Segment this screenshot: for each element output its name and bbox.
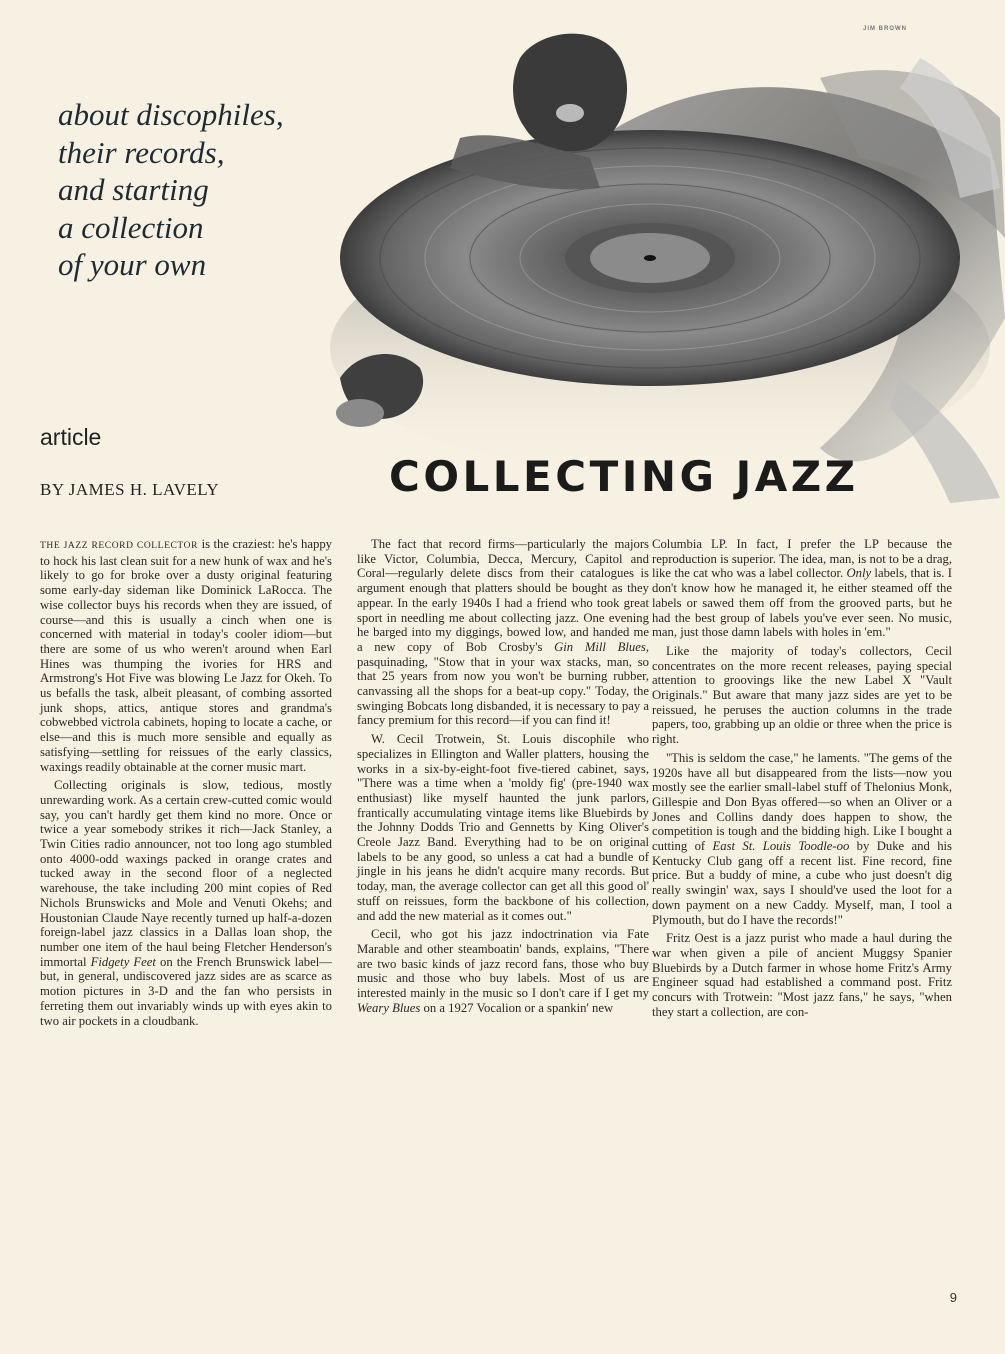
- paragraph-text: Collecting originals is slow, tedious, mostly unrewarding work. As a certain crew-cutted comic would say, you can't hardly get them kind no more. Once or twice a year somebody strikes it rich—Jack Stanley, a Twin Cities radio announcer, not too long ago stumbled onto 4000-odd waxings packed in orange crates and tucked away in the second floor of a neglected warehouse, the take including 200 mint copies of Red Nichols Brunswicks and Mole and Venuti Okehs; and Houstonian Claude Naye recently turned up half-a-dozen foreign-label jazz classics in a Dallas loan shop, the number one item of the haul being Fletcher Henderson's immortal: [40, 778, 332, 969]
- section-kicker: article: [40, 424, 102, 450]
- paragraph: [40, 537, 332, 774]
- record-title: Gin Mill Blues,: [554, 639, 649, 654]
- paragraph: Like the majority of today's collectors, Cecil concentrates on the more recent releases, paying special attention to groovings like the new Label X "Vault Originals." But aware that many jazz sides are yet to be reissued, he peruses the auction columns in the trade papers, too, grabbing up an oldie or three when the price is right.: [652, 643, 952, 747]
- paragraph-text: pasquinading, "Stow that in your wax stacks, man, so that 25 years from now you won't be burning rubber, canvassing all the shops for a beat-up copy." Today, the swinging Bobcats long disbanded, it is necessary to pay a fancy premium for this record—if you can find it!: [357, 654, 649, 728]
- column-2: [357, 537, 649, 1020]
- emphasis: Only: [846, 566, 872, 581]
- paragraph-text: The fact that record firms—particularly the majors like Victor, Columbia, Decca, Mercury, Capitol and Coral—regularly delete discs from their catalogues is argument enough that platters should be bought as they appear. In the early 1940s I had a friend who took great sport in needling me about collecting jazz. One evening he barged into my diggings, bowed low, and handed me a new copy of Bob Crosby's: [357, 537, 649, 654]
- paragraph: [40, 778, 332, 1028]
- tagline-line: about discophiles,: [58, 97, 284, 132]
- paragraph-text: Columbia LP. In fact, I prefer the LP because the reproduction is superior. The idea, man, is not to be a drag, like the cat who was a label collector.: [652, 537, 952, 581]
- byline: BY JAMES H. LAVELY: [40, 480, 220, 499]
- record-title: East St. Louis Toodle-oo: [712, 839, 850, 854]
- headline: COLLECTING JAZZ: [389, 452, 859, 501]
- tagline-line: a collection: [58, 209, 204, 245]
- photo-credit: JIM BROWN: [863, 26, 907, 32]
- paragraph: [652, 751, 952, 927]
- record-photo-illustration: [300, 18, 1005, 508]
- paragraph-text: Cecil, who got his jazz indoctrination via Fate Marable and other steamboatin' bands, explains, "There are two basic kinds of jazz record fans, those who buy music and those who buy labels. Most of us are interested mainly in the music so I don't care if I get my: [357, 927, 649, 1001]
- paragraph: Fritz Oest is a jazz purist who made a haul during the war when given a pile of ancient Muggsy Spanier Bluebirds by a Dutch farmer in whose home Fritz's Army Engineer squad had established a command post. Fritz concurs with Trotwein: "Most jazz fans," he says, "when they start a collection, are con-: [652, 931, 952, 1019]
- paragraph: [357, 927, 649, 1015]
- paragraph-text: on the French Brunswick label—but, in general, undiscovered jazz sides are as scarce as motion pictures in 3-D and the fan who persists in ferreting them out invariably winds up with eyes akin to two air pockets in a cloudbank.: [40, 954, 332, 1028]
- column-3: [652, 537, 952, 1024]
- paragraph-text: on a 1927 Vocalion or a spankin' new: [420, 1000, 614, 1015]
- column-1: [40, 537, 332, 1032]
- page-number: 9: [949, 1290, 957, 1305]
- record-title: Weary Blues: [357, 1000, 421, 1015]
- tagline-line: their records,: [58, 134, 225, 170]
- paragraph-text: "This is seldom the case," he laments. "The gems of the 1920s have all but disappeared from the lists—now you mostly see the earlier small-label stuff of Thelonius Monk, Gillespie and Don Byas offered—so when an Oliver or a Jones and Collins dandy does happen to show, the competition is tough and the bidding high. Like I bought a cutting of: [652, 750, 952, 854]
- paragraph-text: labels, that is. I don't know how he managed it, he either steamed off the labels or sawed them off from the grooved parts, but he had the best group of labels you've ever seen. No music, man, just those damn labels with holes in 'em.": [652, 566, 952, 640]
- tagline-line: and starting: [58, 172, 209, 207]
- paragraph-text: is the craziest: he's happy to hock his last clean suit for a new hunk of wax and he's likely to go for broke over a dusty original featuring some early-day sideman like Dominick LaRocca. The wise collector buys his records when they are issued, of course—and this is usually a cinch when one is concerned with material in today's cooler idiom—but there are some of us who weren't around when Earl Hines was thumping the ivories for HRS and Armstrong's Hot Five was blowing Le Jazz for Okeh. To us befalls the task, albeit pleasant, of combing assorted junk shops, attics, antique stores and grandma's cobwebbed victrola cabinets, hoping to locate a cache, or else—and this is much more sensible and equally as satisfying—settling for reissues of the early classics, waxings readily obtainable at the corner music mart.: [40, 537, 333, 774]
- record-title: Fidgety Feet: [90, 954, 156, 969]
- paragraph: [652, 537, 952, 640]
- paragraph-text: by Duke and his Kentucky Club gang off a recent list. Fine record, fine price. But a buddy of mine, a cube who just doesn't dig really swingin' wax, says I should've used the loot for a down payment on a new Caddy. Myself, man, I tool a Plymouth, but do I have the records!": [652, 839, 952, 927]
- paragraph: [357, 537, 649, 728]
- paragraph: W. Cecil Trotwein, St. Louis discophile who specializes in Ellington and Waller platters, housing the works in a six-by-eight-foot five-tiered cabinet, says, "There was a time when a 'moldy fig' (pre-1940 wax enthusiast) like myself haunted the junk parlors, frantically accumulating vintage items like Bluebirds by the Johnny Dodds Trio and Gennetts by King Oliver's Creole Jazz Band. Everything had to be on original labels to be any good, so unless a cat had a bundle of jingle in his jeans he didn't acquire many records. But today, man, the average collector can get all this good ol' stuff on reissues, form the backbone of his collection, and add the new material as it comes out.": [357, 732, 649, 923]
- tagline-line: of your own: [58, 247, 207, 282]
- lead-in: THE JAZZ RECORD COLLECTOR: [40, 541, 199, 551]
